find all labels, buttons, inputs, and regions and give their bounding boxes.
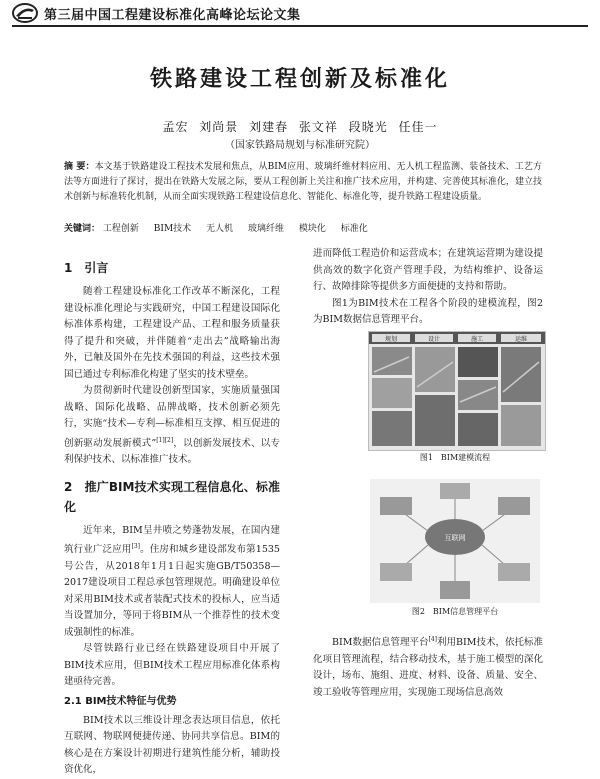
fig2-center-label: 互联网 (444, 534, 466, 542)
keyword: 无人机 (206, 224, 234, 234)
figure-2-caption: 图2 BIM信息管理平台 (411, 607, 499, 616)
citation: [4] (428, 636, 437, 643)
fig1-tab-label: 运维 (514, 336, 528, 343)
section-heading: 2 推广BIM技术实现工程信息化、标准化 (64, 479, 280, 514)
subsection-heading: 2.1 BIM技术特征与优势 (64, 695, 177, 707)
paper-title: 铁路建设工程创新及标准化 (149, 67, 450, 92)
paragraph: 图1为BIM技术在工程各个阶段的建模流程，图2为BIM数据信息管理平台。 (313, 297, 543, 325)
paragraph: 尽管铁路行业已经在铁路建设项目中开展了BIM技术应用，但BIM技术工程应用标准化体系构建亟待完善。 (64, 643, 280, 688)
paragraph: 随着工程建设标准化工作改革不断深化，工程建设标准化理论与实践研究，中国工程建设国际化标准体系构建，工程建设产品、工程和服务质量获得了提升和突破，并伴随着“走出去”战略输出海外，已触及国外在先技术强国的利益，这些技术强国已通过专利标准化构建了坚实的技术壁垒。 (64, 286, 280, 380)
figure-1-caption: 图1 BIM建模流程 (419, 453, 491, 462)
right-column (313, 246, 543, 329)
figure-bim-modeling-flow (368, 331, 546, 451)
paragraph: 进而降低工程造价和运营成本；在建筑运营期为建设提供高效的数字化资产管理手段，为结构维护、设备运行、故障排除等提供多方面便捷的支持和帮助。 (313, 248, 543, 292)
paper-affiliation: （国家铁路局规划与标准研究院） (225, 140, 375, 151)
header-title: 第三届中国工程建设标准化高峰论坛论文集 (44, 8, 301, 23)
paragraph: 近年来，BIM呈井喷之势蓬勃发展，在国内建筑行业广泛应用[3]。住房和城乡建设部发布第1535号公告，从2018年1月1日起实施GB/T50358—2017建设项目工程总承包管理规范。明确建设单位对采用BIM技术或者装配式技术的投标人，应当适当设置加分，等同于将BIM从一个推荐性的技术变成强制性的标准。 (64, 524, 280, 638)
keyword: 玻璃纤维 (247, 224, 284, 234)
section-heading: 1 引言 (64, 261, 109, 275)
paragraph: BIM数据信息管理平台[4]利用BIM技术，依托标准化项目管理流程，结合移动技术，基于施工模型的深化设计，场布、施组、进度、材料、设备、质量、安全、竣工验收等管理应用，实现施工现场信息高效 (313, 636, 543, 698)
citation: [1][2] (156, 436, 174, 444)
abstract-label: 摘 要： (64, 162, 95, 172)
keyword: 模块化 (298, 224, 326, 234)
keyword: 工程创新 (102, 224, 139, 234)
abstract-text: 本文基于铁路建设工程技术发展和焦点，从BIM应用、玻璃纤维材料应用、无人机工程监测、装备技术、工艺方法等方面进行了探讨，提出在铁路大发展之际，要从工程创新上关注和推广技术应用，并构建、完善使其标准化，建立技术创新与标准转化机制，从而全面实现铁路工程建设信息化、智能化、标准化等，提升铁路工程建设质量。 (64, 162, 542, 202)
conference-logo-icon (12, 3, 38, 23)
keyword: 标准化 (340, 224, 368, 234)
fig1-tab-label: 规划 (384, 336, 398, 343)
keywords-label: 关键词： (64, 224, 101, 234)
paragraph: BIM技术以三维设计理念表达项目信息，依托互联网、物联网便捷传递、协同共享信息。BIM的核心是在方案设计初期进行建筑性能分析，辅助投资优化， (64, 714, 280, 776)
keywords (64, 222, 542, 237)
running-header (0, 0, 600, 26)
abstract (64, 160, 542, 205)
left-column (64, 256, 280, 779)
paragraph: 为贯彻新时代建设创新型国家，实施质量强国战略、国际化战略、品牌战略，技术创新必须先行，实施“技术—专利—标准相互支撑、相互促进的创新驱动发展新模式”[1][2]，以创新发展技术、以专利保护技术、以标准推广技术。 (64, 385, 280, 466)
fig1-tab-label: 设计 (427, 336, 441, 343)
right-column-bottom (313, 632, 543, 701)
citation: [3] (131, 543, 140, 551)
keyword: BIM技术 (153, 224, 192, 234)
figure-bim-info-platform (370, 479, 540, 603)
paper-authors: 孟宏 刘尚景 刘建春 张文祥 段晓光 任佳一 (162, 120, 438, 134)
header-rule (12, 25, 588, 27)
fig1-tab-label: 施工 (470, 336, 484, 343)
